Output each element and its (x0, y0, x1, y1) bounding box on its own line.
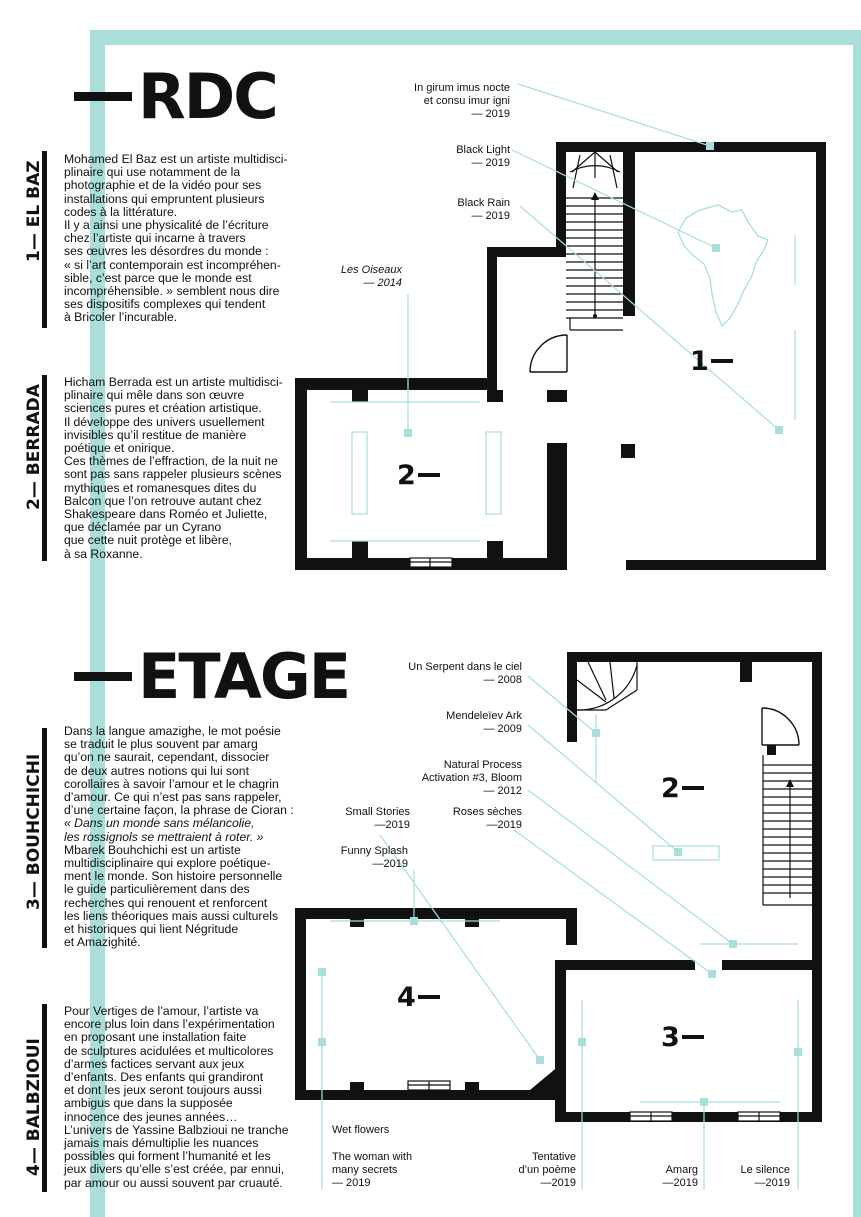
text-line: le guide particulièrement dans des (64, 882, 250, 897)
text-line: ses dispositifs complexes qui tendent (64, 297, 266, 312)
dash (682, 786, 704, 790)
text-line: —2019 (662, 1177, 698, 1189)
text-line: par amour ou aussi souvent par cruauté. (64, 1175, 283, 1190)
work-funny-splash (320, 845, 408, 871)
text-line: 2 (661, 773, 680, 804)
text-line: Le silence (740, 1164, 790, 1176)
text-line: Les Oiseaux (340, 264, 402, 276)
text-line: jamais mais démultiplie les nuances (64, 1136, 259, 1151)
el-baz-label: 1— EL BAZ (24, 160, 44, 262)
text-line: d’armes factices servant aux jeux (64, 1056, 245, 1071)
text-line: —2019 (486, 819, 522, 831)
text-line: Wet flowers (332, 1124, 390, 1136)
text-line: — 2008 (483, 674, 522, 686)
text-line: — 2019 (471, 157, 510, 169)
text-line: « si l’art contemporain est incompréhen- (64, 257, 281, 272)
text-line: et consu imur igni (423, 95, 510, 107)
bouhchichi-text (64, 725, 294, 949)
text-line: corollaires à savoir l’amour et le chagrin (64, 776, 279, 791)
etage-title (74, 640, 350, 713)
text-line: L’univers de Yassine Balbzioui ne tranche (64, 1122, 289, 1137)
title-dash (74, 672, 132, 681)
work-in-girum (380, 82, 510, 121)
text-line: d’un poème (518, 1164, 576, 1176)
text-line: recherches qui renouent et renforcent (64, 895, 268, 910)
dash (682, 1035, 704, 1039)
text-line: Tentative (531, 1151, 576, 1163)
work-le-silence (720, 1164, 790, 1190)
dash (418, 473, 440, 477)
text-line: The woman with (332, 1151, 413, 1163)
text-line: Pour Vertiges de l’amour, l’artiste va (64, 1004, 259, 1018)
work-tentative-poeme (480, 1151, 576, 1190)
text-line: Activation #3, Bloom (421, 772, 522, 784)
etage-title-text: ETAGE (138, 640, 350, 713)
text-line: à sa Roxanne. (64, 546, 143, 561)
berrada-text (64, 376, 283, 561)
text-line: sible, c’est parce que le monde est (64, 270, 252, 285)
text-line: Il y a ainsi une physicalité de l’écriture (64, 218, 269, 233)
work-black-rain (400, 197, 510, 223)
text-line: Dans la langue amazighe, le mot poésie (64, 724, 281, 738)
work-black-light (400, 144, 510, 170)
text-line: chez l’artiste qui incarne à travers (64, 231, 246, 246)
work-un-serpent (380, 661, 522, 687)
text-line: Mendeleïev Ark (446, 710, 522, 722)
work-roses-seches (430, 806, 522, 832)
text-line: encore plus loin dans l’expérimentation (64, 1017, 275, 1032)
text-line: —2019 (374, 819, 410, 831)
text-line: Amarg (665, 1164, 698, 1176)
text-line: Mohamed El Baz est un artiste multidisci- (64, 152, 288, 166)
text-line: Un Serpent dans le ciel (408, 661, 522, 673)
text-line: ambigus que dans la supposée (64, 1096, 233, 1111)
text-line: —2019 (372, 858, 408, 870)
text-line: poétique et onirique. (64, 441, 175, 456)
text-line: possibles qui forment l’humanité et les (64, 1149, 271, 1164)
work-amarg (630, 1164, 698, 1190)
text-line: les rossignols se mettraient à roter. » (64, 829, 264, 844)
text-line: sciences pures et création artistique. (64, 401, 262, 416)
text-line: codes à la littérature. (64, 204, 178, 219)
text-line: Hicham Berrada est un artiste multidisci- (64, 375, 283, 389)
text-line: Funny Splash (340, 845, 408, 857)
dash (418, 995, 440, 999)
etage-room-3 (661, 1024, 704, 1051)
text-line: se traduit le plus souvent par amarg (64, 737, 258, 752)
text-line: Shakespeare dans Roméo et Juliette, (64, 507, 268, 522)
text-line: Balcon que l’on retrouve autant chez (64, 493, 262, 508)
text-line: 4 (397, 982, 416, 1013)
text-line: et Amazighité. (64, 935, 141, 950)
bouhchichi-label: 3— BOUHCHICHI (24, 753, 44, 910)
text-line: sont pas sans rappeler plusieurs scènes (64, 467, 282, 482)
work-wet-flowers (332, 1124, 389, 1137)
text-line: de deux autres notions qui lui sont (64, 763, 249, 778)
text-line: en proposant une installation faite (64, 1030, 247, 1045)
rdc-title (74, 60, 277, 133)
text-line: ses œuvres les désordres du monde : (64, 244, 269, 259)
text-line: photographie et de la vidéo pour ses (64, 178, 262, 193)
text-line: 2 (397, 460, 416, 491)
text-line: Small Stories (345, 806, 410, 818)
etage-room-2 (661, 775, 704, 802)
text-line: multidisciplinaire qui explore poétique- (64, 856, 271, 871)
berrada-label: 2— BERRADA (24, 384, 44, 510)
text-line: —2019 (754, 1177, 790, 1189)
text-line: d’une certaine façon, la phrase de Cioran : (64, 803, 294, 818)
work-natural-process (400, 759, 522, 798)
text-line: incompréhensible. » semblent nous dire (64, 284, 280, 299)
text-line: 3 (661, 1022, 680, 1053)
text-line: — 2009 (483, 723, 522, 735)
text-line: mythiques et romanesques dites du (64, 480, 257, 495)
text-line: — 2019 (471, 108, 510, 120)
text-line: jeux divers qu’elle s’est créée, par ennui, (64, 1162, 285, 1177)
rdc-room-1 (690, 348, 733, 375)
text-line: Black Rain (457, 197, 510, 209)
work-les-oiseaux (300, 264, 402, 290)
dash (711, 359, 733, 363)
text-line: Ces thèmes de l’effraction, de la nuit ne (64, 454, 278, 469)
text-line: plinaire qui use notamment de la (64, 165, 241, 180)
text-line: In girum imus nocte (414, 82, 510, 94)
text-line: à Bricoler l’incurable. (64, 310, 178, 325)
el-baz-text (64, 153, 288, 325)
text-line: many secrets (332, 1164, 398, 1176)
text-line: Black Light (456, 144, 510, 156)
balbzioui-label: 4— BALBZIOUI (24, 1038, 44, 1176)
text-line: invisibles qu’il restitue de manière (64, 427, 247, 442)
text-line: Natural Process (443, 759, 522, 771)
text-line: Il développe des univers usuellement (64, 414, 265, 429)
text-line: les liens théoriques mais aussi culturels (64, 908, 279, 923)
rdc-title-text: RDC (138, 60, 277, 133)
text-line: qu’on ne saurait, cependant, dissocier (64, 750, 270, 765)
text-line: innocence des jeunes années… (64, 1109, 238, 1124)
text-line: 1 (690, 346, 709, 377)
balbzioui-text (64, 1005, 289, 1190)
text-line: —2019 (540, 1177, 576, 1189)
text-line: — 2012 (483, 785, 522, 797)
work-small-stories (320, 806, 410, 832)
text-line: et dont les jeux seront toujours aussi (64, 1083, 262, 1098)
text-line: — 2019 (471, 210, 510, 222)
text-line: d’amour. Ce qui n’est pas sans rappeler, (64, 790, 282, 805)
text-line: Roses sèches (452, 806, 522, 818)
text-line: installations qui empruntent plusieurs (64, 191, 265, 206)
text-line: « Dans un monde sans mélancolie, (64, 816, 255, 831)
text-line: ment le monde. Son histoire personnelle (64, 869, 283, 884)
text-line: que cette nuit protège et libère, (64, 533, 233, 548)
text-line: Mbarek Bouhchichi est un artiste (64, 842, 241, 857)
work-mendeleiev-ark (400, 710, 522, 736)
work-woman-many-secrets (332, 1151, 412, 1190)
text-line: plinaire qui mêle dans son œuvre (64, 388, 245, 403)
text-line: que déclamée par un Cyrano (64, 520, 222, 535)
text-line: — 2019 (332, 1177, 371, 1189)
rdc-room-2 (397, 462, 440, 489)
text-line: d’enfants. Des enfants qui grandiront (64, 1070, 264, 1085)
etage-room-4 (397, 984, 440, 1011)
text-line: de sculptures acidulées et multicolores (64, 1043, 274, 1058)
title-dash (74, 92, 132, 101)
text-line: — 2014 (363, 277, 402, 289)
text-line: et historiques qui lient Négritude (64, 922, 239, 937)
